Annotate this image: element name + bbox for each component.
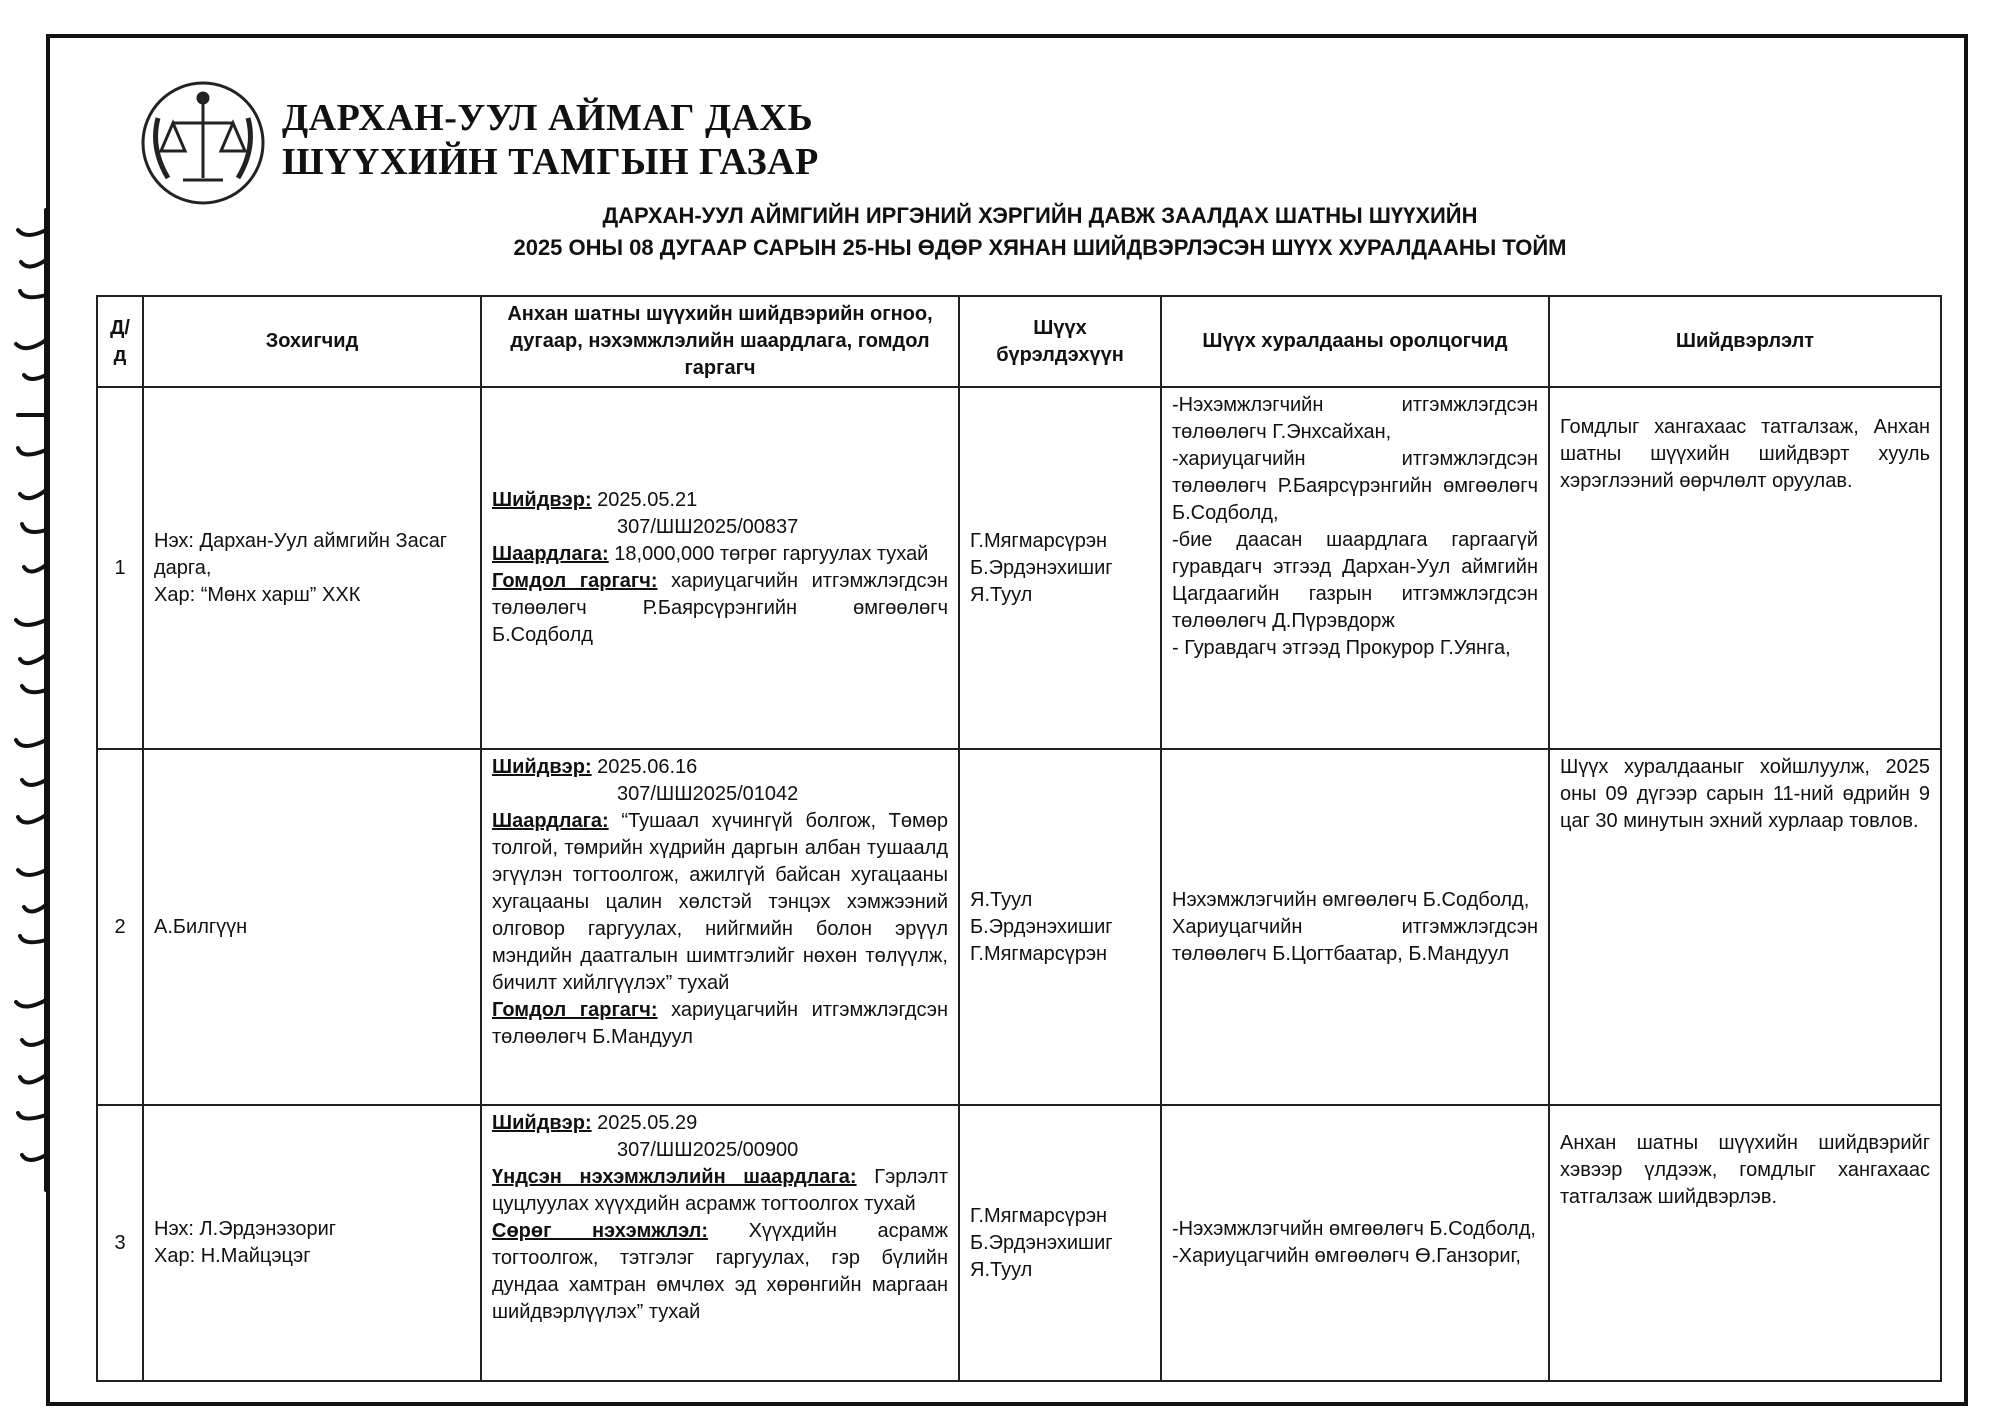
participant: Нэхэмжлэгчийн өмгөөлөгч Б.Содболд, bbox=[1172, 888, 1530, 911]
claim-text: Гэрлэлт цуцлуулах хүүхдийн асрамж тогтоолгох тухай bbox=[492, 1166, 949, 1215]
row-resolution: Гомдлыг хангахаас татгалзаж, Анхан шатны шүүхийн шийдвэрт хууль хэрэглээний өөрчлөлт оруулав. bbox=[1549, 387, 1941, 749]
row-parties bbox=[143, 749, 481, 1105]
row-panel bbox=[959, 749, 1161, 1105]
row-parties bbox=[143, 1105, 481, 1381]
decision-label: Шийдвэр: bbox=[492, 489, 592, 511]
decision-label: Шийдвэр: bbox=[492, 1112, 592, 1134]
table-row bbox=[97, 749, 1941, 1105]
court-name bbox=[282, 96, 819, 184]
decision-label: Шийдвэр: bbox=[492, 756, 592, 778]
decision-number: 307/ШШ2025/00837 bbox=[617, 516, 799, 538]
participant: - Гуравдагч этгээд Прокурор Г.Уянга, bbox=[1172, 637, 1511, 659]
participant: -Нэхэмжлэгчийн өмгөөлөгч Б.Содболд, bbox=[1172, 1218, 1536, 1240]
document-title-line2: 2025 ОНЫ 08 ДУГААР САРЫН 25-НЫ ӨДӨР ХЯНАН ШИЙДВЭРЛЭСЭН ШҮҮХ ХУРАЛДААНЫ ТОЙМ bbox=[513, 235, 1567, 260]
row-resolution: Шүүх хуралдааныг хойшлуулж, 2025 оны 09 дүгээр сарын 11-ний өдрийн 9 цаг 30 минутын эхний хурлаар товлов. bbox=[1549, 749, 1941, 1105]
row-panel bbox=[959, 387, 1161, 749]
header-participants: Шүүх хуралдааны оролцогчид bbox=[1161, 296, 1549, 387]
participant: -Нэхэмжлэгчийн итгэмжлэгдсэн төлөөлөгч Г.Энхсайхан, bbox=[1172, 394, 1538, 443]
decision-date: 2025.05.21 bbox=[597, 489, 698, 511]
claim-label: Үндсэн нэхэмжлэлийн шаардлага: bbox=[492, 1166, 857, 1188]
row-first-instance bbox=[481, 1105, 959, 1381]
judge-name: Я.Туул bbox=[970, 583, 1033, 606]
row-number: 2 bbox=[97, 749, 143, 1105]
document-title-line1: ДАРХАН-УУЛ АЙМГИЙН ИРГЭНИЙ ХЭРГИЙН ДАВЖ ЗААЛДАХ ШАТНЫ ШҮҮХИЙН bbox=[602, 203, 1478, 228]
row-first-instance bbox=[481, 749, 959, 1105]
vertical-mongolian-script bbox=[6, 200, 76, 1200]
court-name-line2: ШҮҮХИЙН ТАМГЫН ГАЗАР bbox=[282, 141, 819, 183]
row-number: 3 bbox=[97, 1105, 143, 1381]
claim-label: Шаардлага: bbox=[492, 810, 609, 832]
row-parties bbox=[143, 387, 481, 749]
judge-name: Б.Эрдэнэхишиг bbox=[970, 915, 1113, 938]
party-line: Хар: “Мөнх харш” ХХК bbox=[154, 583, 361, 606]
appellant-text: хариуцагчийн итгэмжлэгдсэн төлөөлөгч Р.Баярсүрэнгийн өмгөөлөгч Б.Содболд bbox=[492, 570, 949, 646]
participant: -бие даасан шаардлага гаргаагүй гуравдагч этгээд Дархан-Уул аймгийн Цагдаагийн газрын итгэмжлэгдсэн төлөөлөгч Д.Пүрэвдорж bbox=[1172, 529, 1538, 632]
judge-name: Я.Туул bbox=[970, 1258, 1033, 1281]
appellant-label: Гомдол гаргагч: bbox=[492, 999, 658, 1021]
decision-date: 2025.05.29 bbox=[597, 1112, 698, 1134]
judge-name: Я.Туул bbox=[970, 888, 1033, 911]
decision-number: 307/ШШ2025/01042 bbox=[617, 783, 799, 805]
appellant-text: хариуцагчийн итгэмжлэгдсэн төлөөлөгч Б.Мандуул bbox=[492, 999, 949, 1048]
row-resolution: Анхан шатны шүүхийн шийдвэрийг хэвээр үлдээж, гомдлыг хангахаас татгалзаж шийдвэрлэв. bbox=[1549, 1105, 1941, 1381]
header-first-instance: Анхан шатны шүүхийн шийдвэрийн огноо, дугаар, нэхэмжлэлийн шаардлага, гомдол гаргагч bbox=[481, 296, 959, 387]
counterclaim-label: Сөрөг нэхэмжлэл: bbox=[492, 1220, 709, 1242]
appellant-label: Гомдол гаргагч: bbox=[492, 570, 658, 592]
row-participants bbox=[1161, 749, 1549, 1105]
judge-name: Б.Эрдэнэхишиг bbox=[970, 556, 1113, 579]
participant: -Хариуцагчийн өмгөөлөгч Ө.Ганзориг, bbox=[1172, 1245, 1521, 1267]
counterclaim-text: Хүүхдийн асрамж тогтоолгож, тэтгэлэг гаргуулах, гэр бүлийн дундаа хамтран өмчлөх эд хөрөнгийн маргаан шийдвэрлүүлэх” тухай bbox=[492, 1220, 948, 1323]
judge-name: Г.Мягмарсүрэн bbox=[970, 1204, 1108, 1227]
table-row bbox=[97, 387, 1941, 749]
hearings-table bbox=[96, 295, 1942, 1382]
court-name-line1: ДАРХАН-УУЛ АЙМАГ ДАХЬ bbox=[282, 97, 814, 139]
judge-name: Б.Эрдэнэхишиг bbox=[970, 1231, 1113, 1254]
participant: -хариуцагчийн итгэмжлэгдсэн төлөөлөгч Р.Баярсүрэнгийн өмгөөлөгч Б.Содболд, bbox=[1172, 448, 1538, 524]
court-emblem-logo bbox=[138, 78, 268, 208]
header-parties: Зохигчид bbox=[143, 296, 481, 387]
party-line: Нэх: Дархан-Уул аймгийн Засаг дарга, bbox=[154, 529, 448, 579]
row-participants bbox=[1161, 387, 1549, 749]
claim-text: 18,000,000 төгрөг гаргуулах тухай bbox=[614, 543, 929, 565]
header-panel: Шүүх бүрэлдэхүүн bbox=[959, 296, 1161, 387]
table-row bbox=[97, 1105, 1941, 1381]
header-num: Д/д bbox=[97, 296, 143, 387]
table-header-row bbox=[97, 296, 1941, 387]
party-line: Хар: Н.Майцэцэг bbox=[154, 1245, 311, 1267]
row-participants bbox=[1161, 1105, 1549, 1381]
claim-label: Шаардлага: bbox=[492, 543, 609, 565]
claim-text: “Тушаал хүчингүй болгож, Төмөр толгой, төмрийн хүдрийн даргын албан тушаалд эгүүлэн тогтоолгож, ажилгүй байсан хугацааны хугацааны цалин хөлстэй тэнцэх хэмжээний олговор гаргуулах, нийгмийн болон эрүүл мэндийн даатгалын шимтгэлийг нөхөн төлүүлж, бичилт хийлгүүлэх” тухай bbox=[492, 810, 949, 994]
participant: Хариуцагчийн итгэмжлэгдсэн төлөөлөгч Б.Цогтбаатар, Б.Мандуул bbox=[1172, 915, 1538, 965]
decision-number: 307/ШШ2025/00900 bbox=[617, 1139, 799, 1161]
row-panel bbox=[959, 1105, 1161, 1381]
document-title bbox=[380, 200, 1700, 264]
judge-name: Г.Мягмарсүрэн bbox=[970, 942, 1108, 965]
judge-name: Г.Мягмарсүрэн bbox=[970, 529, 1108, 552]
header-resolution: Шийдвэрлэлт bbox=[1549, 296, 1941, 387]
party-line: Нэх: Л.Эрдэнэзориг bbox=[154, 1218, 337, 1240]
decision-date: 2025.06.16 bbox=[597, 756, 698, 778]
row-number: 1 bbox=[97, 387, 143, 749]
row-first-instance bbox=[481, 387, 959, 749]
party-line: А.Билгүүн bbox=[154, 915, 248, 938]
